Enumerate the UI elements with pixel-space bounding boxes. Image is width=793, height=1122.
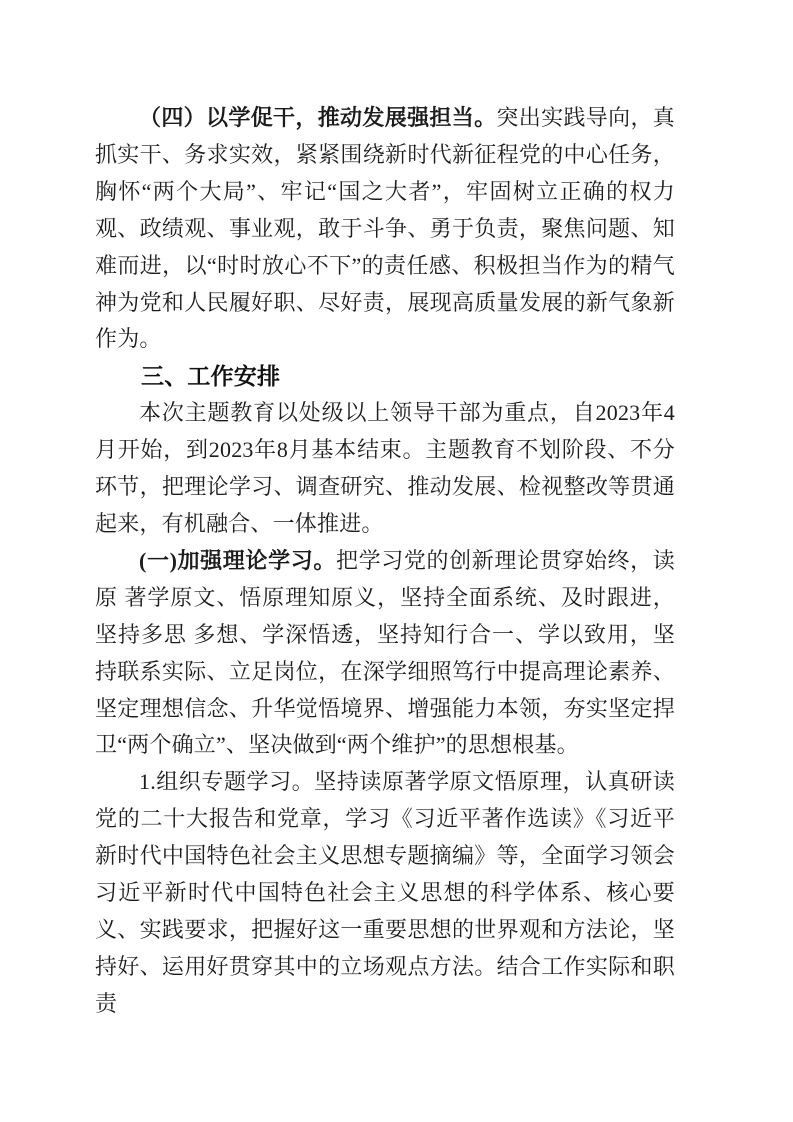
paragraph-text: 把学习党的创新理论贯穿始终，读原 著学原文、悟原理知原义，坚持全面系统、及时跟进，坚持多思 多想、学深悟透，坚持知行合一、学以致用，坚持联系实际、立足岗位，在深学细照笃行中提高理论素养、坚定理想信念、升华觉悟境界、增强能力本领，夯实坚定捍卫“两个确立”、坚决做到“两个维护”的思想根基。	[95, 547, 675, 758]
paragraph-lead-bold: （四）以学促干，推动发展强担当。	[139, 105, 497, 130]
paragraph-lead-bold: (一)加强理论学习。	[139, 547, 336, 573]
paragraph-text: 1.组织专题学习。坚持读原著学原文悟原理，认真研读党的二十大报告和党章，学习《习近平著作选读》《习近平新时代中国特色社会主义思想专题摘编》等，全面学习领会习近平新时代中国特色社会主义思想的科学体系、核心要义、实践要求，把握好这一重要思想的世界观和方法论，坚持好、运用好贯穿其中的立场观点方法。结合工作实际和职责	[95, 769, 675, 1016]
document-paragraph	[95, 395, 675, 543]
document-paragraph	[95, 764, 675, 1022]
section-heading-text: 三、工作安排	[141, 363, 281, 390]
section-heading	[95, 358, 675, 395]
document-paragraph	[95, 100, 675, 358]
document-body	[95, 100, 675, 1023]
document-paragraph	[95, 543, 675, 764]
paragraph-text: 突出实践导向，真抓实干、务求实效，紧紧围绕新时代新征程党的中心任务，胸怀“两个大局”、牢记“国之大者”，牢固树立正确的权力观、政绩观、事业观，敢于斗争、勇于负责，聚焦问题、知难而进，以“时时放心不下”的责任感、积极担当作为的精气神为党和人民履好职、尽好责，展现高质量发展的新气象新作为。	[95, 105, 675, 352]
paragraph-text: 本次主题教育以处级以上领导干部为重点，自2023年4月开始，到2023年8月基本结束。主题教育不划阶段、不分环节，把理论学习、调查研究、推动发展、检视整改等贯通起来，有机融合、一体推进。	[95, 400, 675, 536]
